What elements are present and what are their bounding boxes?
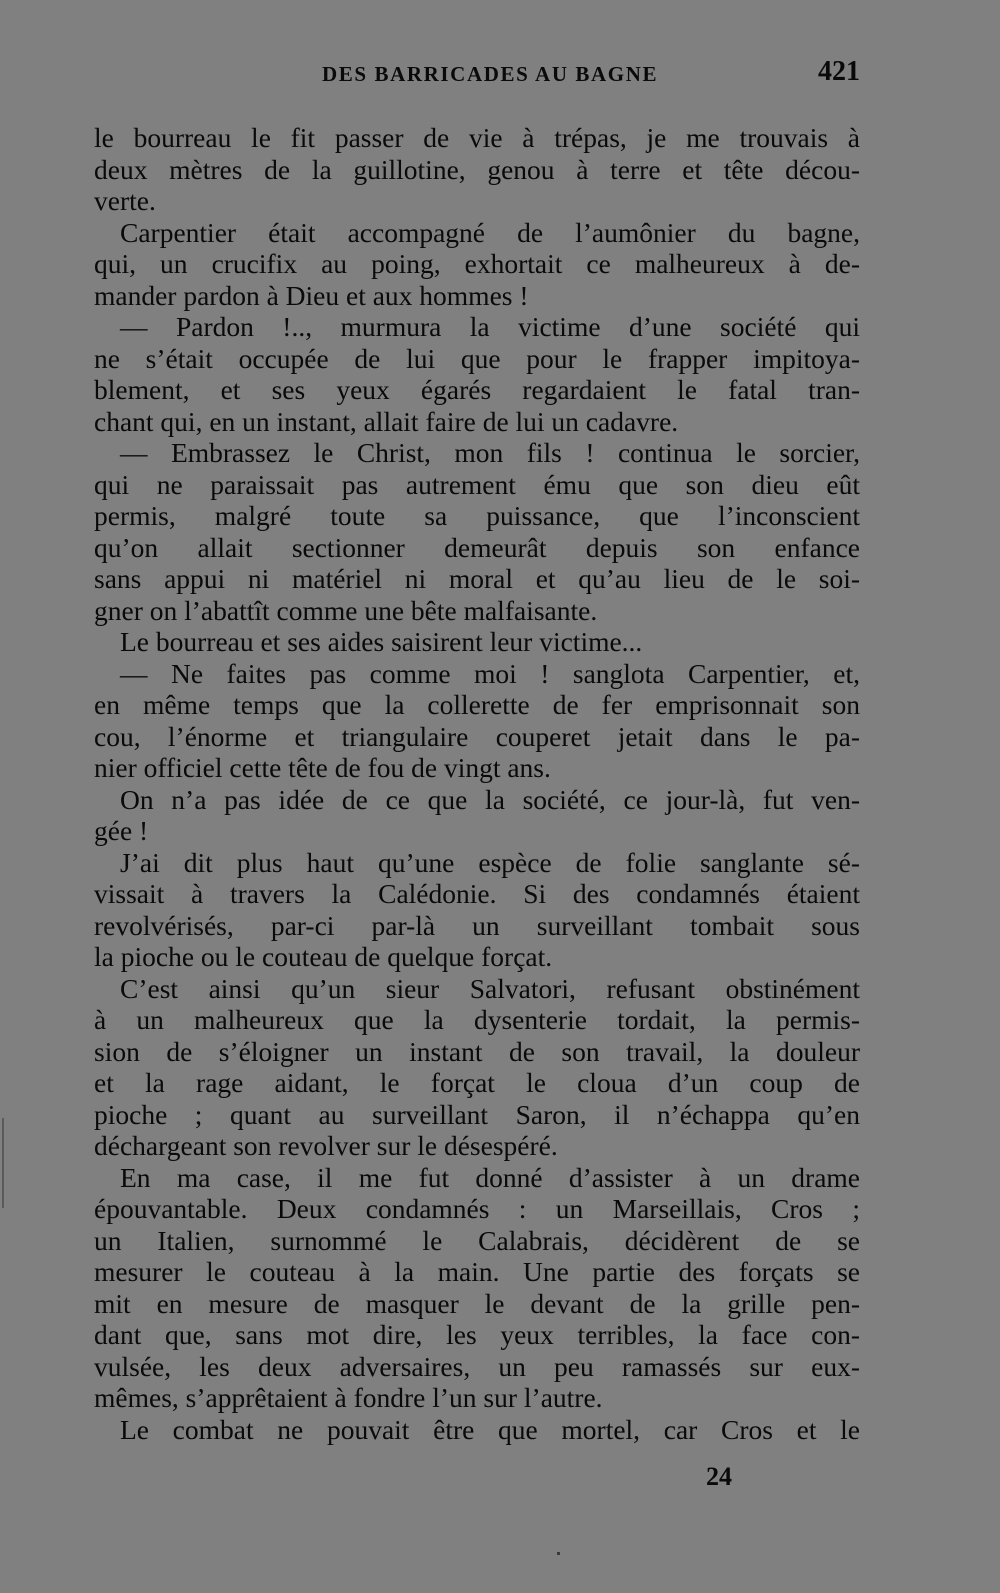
scan-dot-mark <box>557 1552 560 1555</box>
text-line: en même temps que la collerette de fer emprisonnait son <box>94 689 860 720</box>
text-line: gée ! <box>94 815 149 846</box>
running-head <box>90 56 860 96</box>
text-line: pioche ; quant au surveillant Saron, il n’échappa qu’en <box>94 1098 860 1130</box>
text-line: J’ai dit plus haut qu’une espèce de folie sanglante sé- <box>120 846 860 878</box>
text-line: Carpentier était accompagné de l’aumônier du bagne, <box>120 216 860 248</box>
running-title: DES BARRICADES AU BAGNE <box>322 62 659 86</box>
text-line: mêmes, s’apprêtaient à fondre l’un sur l’autre. <box>94 1382 603 1413</box>
text-line: C’est ainsi qu’un sieur Salvatori, refusant obstinément <box>120 972 860 1004</box>
text-line: un Italien, surnommé le Calabrais, décidèrent de se <box>94 1224 860 1256</box>
text-line: En ma case, il me fut donné d’assister à un drame <box>120 1161 860 1193</box>
text-line: qui, un crucifix au poing, exhortait ce malheureux à de- <box>94 248 860 279</box>
text-line: qui ne paraissait pas autrement ému que son dieu eût <box>94 468 860 500</box>
text-line: épouvantable. Deux condamnés : un Marseillais, Cros ; <box>94 1193 860 1224</box>
text-line: et la rage aidant, le forçat le cloua d’un coup de <box>94 1067 860 1098</box>
text-line: déchargeant son revolver sur le désespéré. <box>94 1130 558 1161</box>
text-line: vissait à travers la Calédonie. Si des condamnés étaient <box>94 878 860 909</box>
text-line: mit en mesure de masquer le devant de la grille pen- <box>94 1287 860 1319</box>
text-line: verte. <box>94 185 156 216</box>
text-line: — Pardon !.., murmura la victime d’une société qui <box>120 311 860 342</box>
text-line: On n’a pas idée de ce que la société, ce jour-là, fut ven- <box>120 783 860 815</box>
text-line: mander pardon à Dieu et aux hommes ! <box>94 279 529 311</box>
text-line: à un malheureux que la dysenterie tordait, la permis- <box>94 1004 860 1035</box>
page-number: 421 <box>818 56 860 87</box>
text-line: la pioche ou le couteau de quelque forçat. <box>94 941 553 972</box>
text-line: gner on l’abattît comme une bête malfaisante. <box>94 594 598 626</box>
text-line: nier officiel cette tête de fou de vingt ans. <box>94 752 551 783</box>
body-text <box>94 122 860 1445</box>
text-line: Le bourreau et ses aides saisirent leur victime... <box>120 626 643 657</box>
text-line: permis, malgré toute sa puissance, que l’inconscient <box>94 500 860 531</box>
text-line: cou, l’énorme et triangulaire couperet jetait dans le pa- <box>94 720 860 752</box>
text-line: qu’on allait sectionner demeurât depuis son enfance <box>94 531 860 563</box>
text-line: ne s’était occupée de lui que pour le frapper impitoya- <box>94 342 860 374</box>
text-line: mesurer le couteau à la main. Une partie des forçats se <box>94 1256 860 1287</box>
text-line: vulsée, les deux adversaires, un peu ramassés sur eux- <box>94 1350 860 1382</box>
signature-mark: 24 <box>706 1462 732 1491</box>
scan-edge-mark <box>2 1118 4 1208</box>
text-line: sans appui ni matériel ni moral et qu’au lieu de le soi- <box>94 563 860 594</box>
text-line: — Ne faites pas comme moi ! sanglota Carpentier, et, <box>120 657 860 689</box>
text-line: dant que, sans mot dire, les yeux terribles, la face con- <box>94 1319 860 1350</box>
text-line: revolvérisés, par-ci par-là un surveillant tombait sous <box>94 909 860 941</box>
text-line: Le combat ne pouvait être que mortel, car Cros et le <box>120 1413 860 1445</box>
text-line: blement, et ses yeux égarés regardaient le fatal tran- <box>94 374 860 405</box>
text-line: deux mètres de la guillotine, genou à terre et tête décou- <box>94 153 860 185</box>
text-line: — Embrassez le Christ, mon fils ! continua le sorcier, <box>120 437 860 468</box>
text-line: le bourreau le fit passer de vie à trépas, je me trouvais à <box>94 122 860 153</box>
text-line: sion de s’éloigner un instant de son travail, la douleur <box>94 1035 860 1067</box>
text-line: chant qui, en un instant, allait faire de lui un cadavre. <box>94 405 679 437</box>
